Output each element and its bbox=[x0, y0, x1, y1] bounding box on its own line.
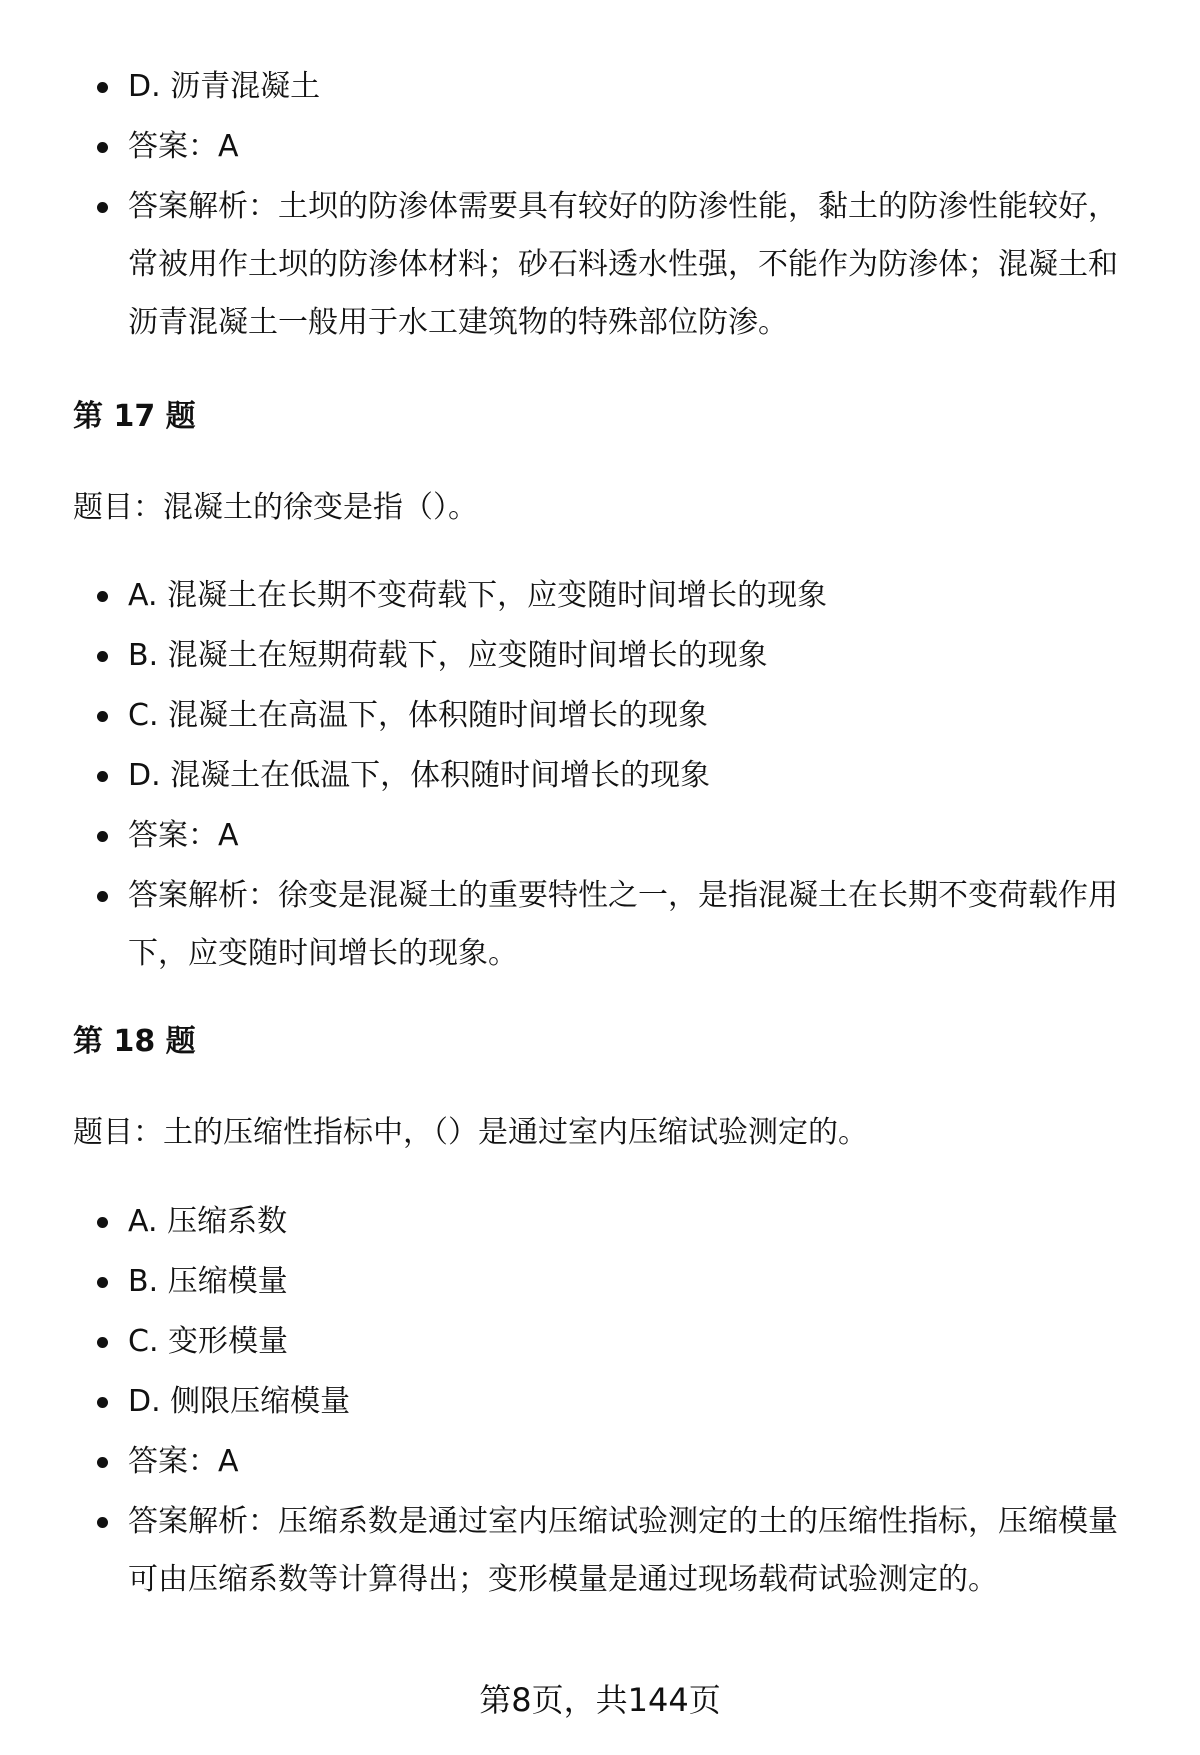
answer: 答案：A bbox=[0, 118, 1200, 176]
question-18-stem: 题目：土的压缩性指标中，（）是通过室内压缩试验测定的。 bbox=[73, 1115, 868, 1150]
question-18-heading: 第 18 题 bbox=[73, 1024, 196, 1059]
option-b: B. 混凝土在短期荷载下，应变随时间增长的现象 bbox=[0, 627, 1200, 685]
answer-analysis: 答案解析：土坝的防渗体需要具有较好的防渗性能，黏土的防渗性能较好，常被用作土坝的防渗体材料；砂石料透水性强，不能作为防渗体；混凝土和沥青混凝土一般用于水工建筑物的特殊部位防渗。 bbox=[0, 178, 1200, 352]
option-b: B. 压缩模量 bbox=[0, 1253, 1200, 1311]
option-list bbox=[0, 567, 1200, 983]
question-16-tail bbox=[0, 58, 1200, 354]
option-d: D. 混凝土在低温下，体积随时间增长的现象 bbox=[0, 747, 1200, 805]
page-number-footer: 第8页，共144页 bbox=[479, 1681, 721, 1719]
question-17-body bbox=[0, 567, 1200, 985]
question-18-body bbox=[0, 1193, 1200, 1611]
option-a: A. 压缩系数 bbox=[0, 1193, 1200, 1251]
option-list bbox=[0, 1193, 1200, 1609]
option-list bbox=[0, 58, 1200, 352]
answer-analysis: 答案解析：徐变是混凝土的重要特性之一，是指混凝土在长期不变荷载作用下，应变随时间增长的现象。 bbox=[0, 867, 1200, 983]
option-d: D. 沥青混凝土 bbox=[0, 58, 1200, 116]
option-d: D. 侧限压缩模量 bbox=[0, 1373, 1200, 1431]
answer-analysis: 答案解析：压缩系数是通过室内压缩试验测定的土的压缩性指标，压缩模量可由压缩系数等计算得出；变形模量是通过现场载荷试验测定的。 bbox=[0, 1493, 1200, 1609]
question-17-heading: 第 17 题 bbox=[73, 399, 196, 434]
answer: 答案：A bbox=[0, 1433, 1200, 1491]
option-c: C. 变形模量 bbox=[0, 1313, 1200, 1371]
question-17-stem: 题目：混凝土的徐变是指（）。 bbox=[73, 490, 478, 525]
answer: 答案：A bbox=[0, 807, 1200, 865]
option-c: C. 混凝土在高温下，体积随时间增长的现象 bbox=[0, 687, 1200, 745]
option-a: A. 混凝土在长期不变荷载下，应变随时间增长的现象 bbox=[0, 567, 1200, 625]
